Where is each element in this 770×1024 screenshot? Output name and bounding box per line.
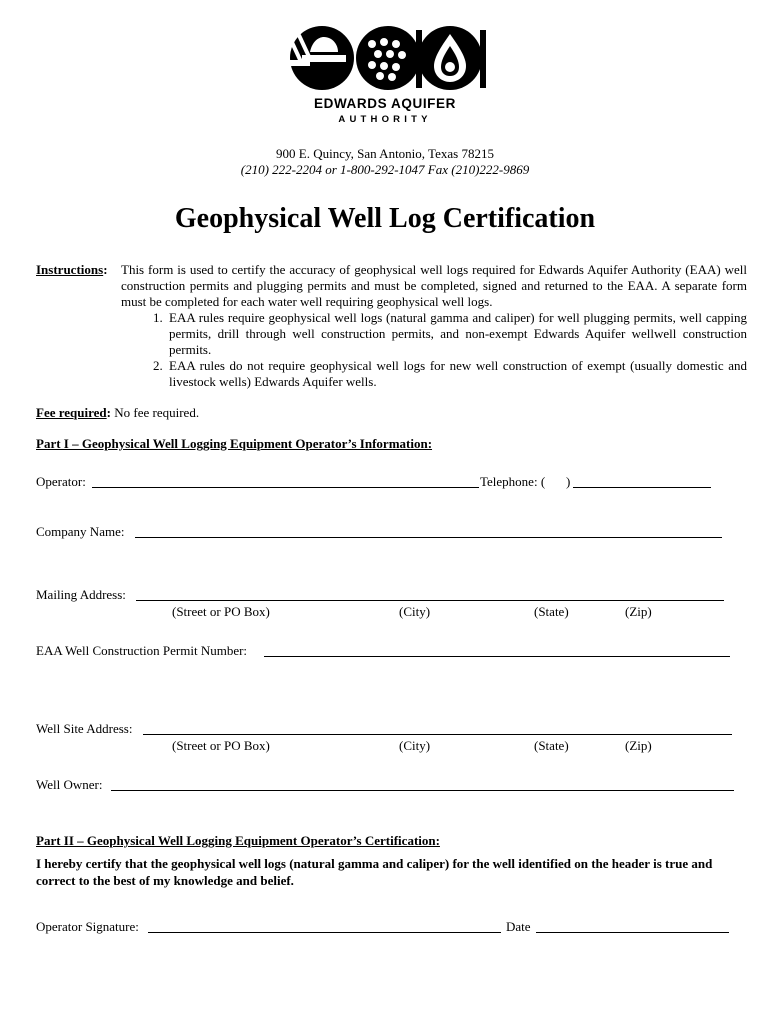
- site-zip-caption: (Zip): [625, 738, 652, 753]
- permit-label: EAA Well Construction Permit Number:: [36, 643, 248, 658]
- company-input[interactable]: [135, 537, 722, 538]
- fee-text: No fee required.: [114, 405, 200, 420]
- certification-statement: I hereby certify that the geophysical well logs (natural gamma and caliper) for the well identified on the header is true and correct to the best of my knowledge and belief.: [36, 856, 713, 888]
- operator-label: Operator:: [36, 474, 86, 489]
- owner-input[interactable]: [111, 790, 734, 791]
- mailing-state-caption: (State): [534, 604, 569, 619]
- owner-label: Well Owner:: [36, 777, 103, 792]
- page-title: Geophysical Well Log Certification: [174, 203, 596, 234]
- instructions-item: 1. EAA rules require geophysical well logs (natural gamma and caliper) for well plugging permits, well capping permits, drill through well construction permits, and non-exempt Edwards Aquifer wellwell construction permits.: [166, 310, 747, 358]
- mailing-street-caption: (Street or PO Box): [172, 604, 270, 619]
- date-label: Date: [506, 919, 531, 934]
- address-phone: (210) 222-2204 or 1-800-292-1047 Fax (210)222-9869: [240, 162, 530, 177]
- instructions-colon: :: [103, 262, 108, 277]
- site-state-caption: (State): [534, 738, 569, 753]
- part2-heading: Part II – Geophysical Well Logging Equipment Operator’s Certification:: [36, 833, 440, 848]
- site-city-caption: (City): [399, 738, 431, 753]
- part1-heading: Part I – Geophysical Well Logging Equipment Operator’s Information:: [36, 436, 433, 451]
- mailing-input[interactable]: [136, 600, 724, 601]
- telephone-label: Telephone: (: [480, 474, 546, 489]
- logo-e-hand-icon: [290, 26, 354, 90]
- mailing-city-caption: (City): [399, 604, 431, 619]
- logo-subtitle: AUTHORITY: [338, 114, 432, 125]
- company-label: Company Name:: [36, 524, 125, 539]
- permit-input[interactable]: [264, 656, 730, 657]
- logo-a-dots-icon: [356, 26, 422, 90]
- fee-colon: :: [106, 405, 111, 420]
- mailing-zip-caption: (Zip): [625, 604, 652, 619]
- instructions-text: This form is used to certify the accuracy of geophysical well logs required for Edwards Aquifer Authority (EAA) well construction permits and plugging permits and must be completed, signed and returned to the EAA. A separate form must be completed for each water well requiring geophysical well logs.: [121, 262, 747, 309]
- instructions-list: [121, 310, 747, 390]
- fee-label: Fee required: [36, 405, 107, 420]
- site-label: Well Site Address:: [36, 721, 133, 736]
- fee-row: [36, 405, 199, 421]
- address-street: 900 E. Quincy, San Antonio, Texas 78215: [276, 146, 494, 161]
- date-input[interactable]: [536, 932, 729, 933]
- eaa-logo: [288, 22, 486, 94]
- logo-name: EDWARDS AQUIFER: [313, 96, 456, 111]
- instructions-label: Instructions: [36, 262, 104, 277]
- instructions-label-wrap: [36, 262, 108, 278]
- signature-input[interactable]: [148, 932, 501, 933]
- telephone-input[interactable]: [573, 487, 711, 488]
- site-input[interactable]: [143, 734, 732, 735]
- signature-label: Operator Signature:: [36, 919, 139, 934]
- operator-input[interactable]: [92, 487, 479, 488]
- telephone-close: ): [566, 474, 571, 489]
- instructions-item: 2. EAA rules do not require geophysical well logs for new well construction of exempt (usually domestic and livestock wells) Edwards Aquifer wells.: [166, 358, 747, 390]
- site-street-caption: (Street or PO Box): [172, 738, 270, 753]
- instructions-body: [121, 262, 747, 390]
- logo-a-drop-icon: [418, 26, 486, 90]
- mailing-label: Mailing Address:: [36, 587, 126, 602]
